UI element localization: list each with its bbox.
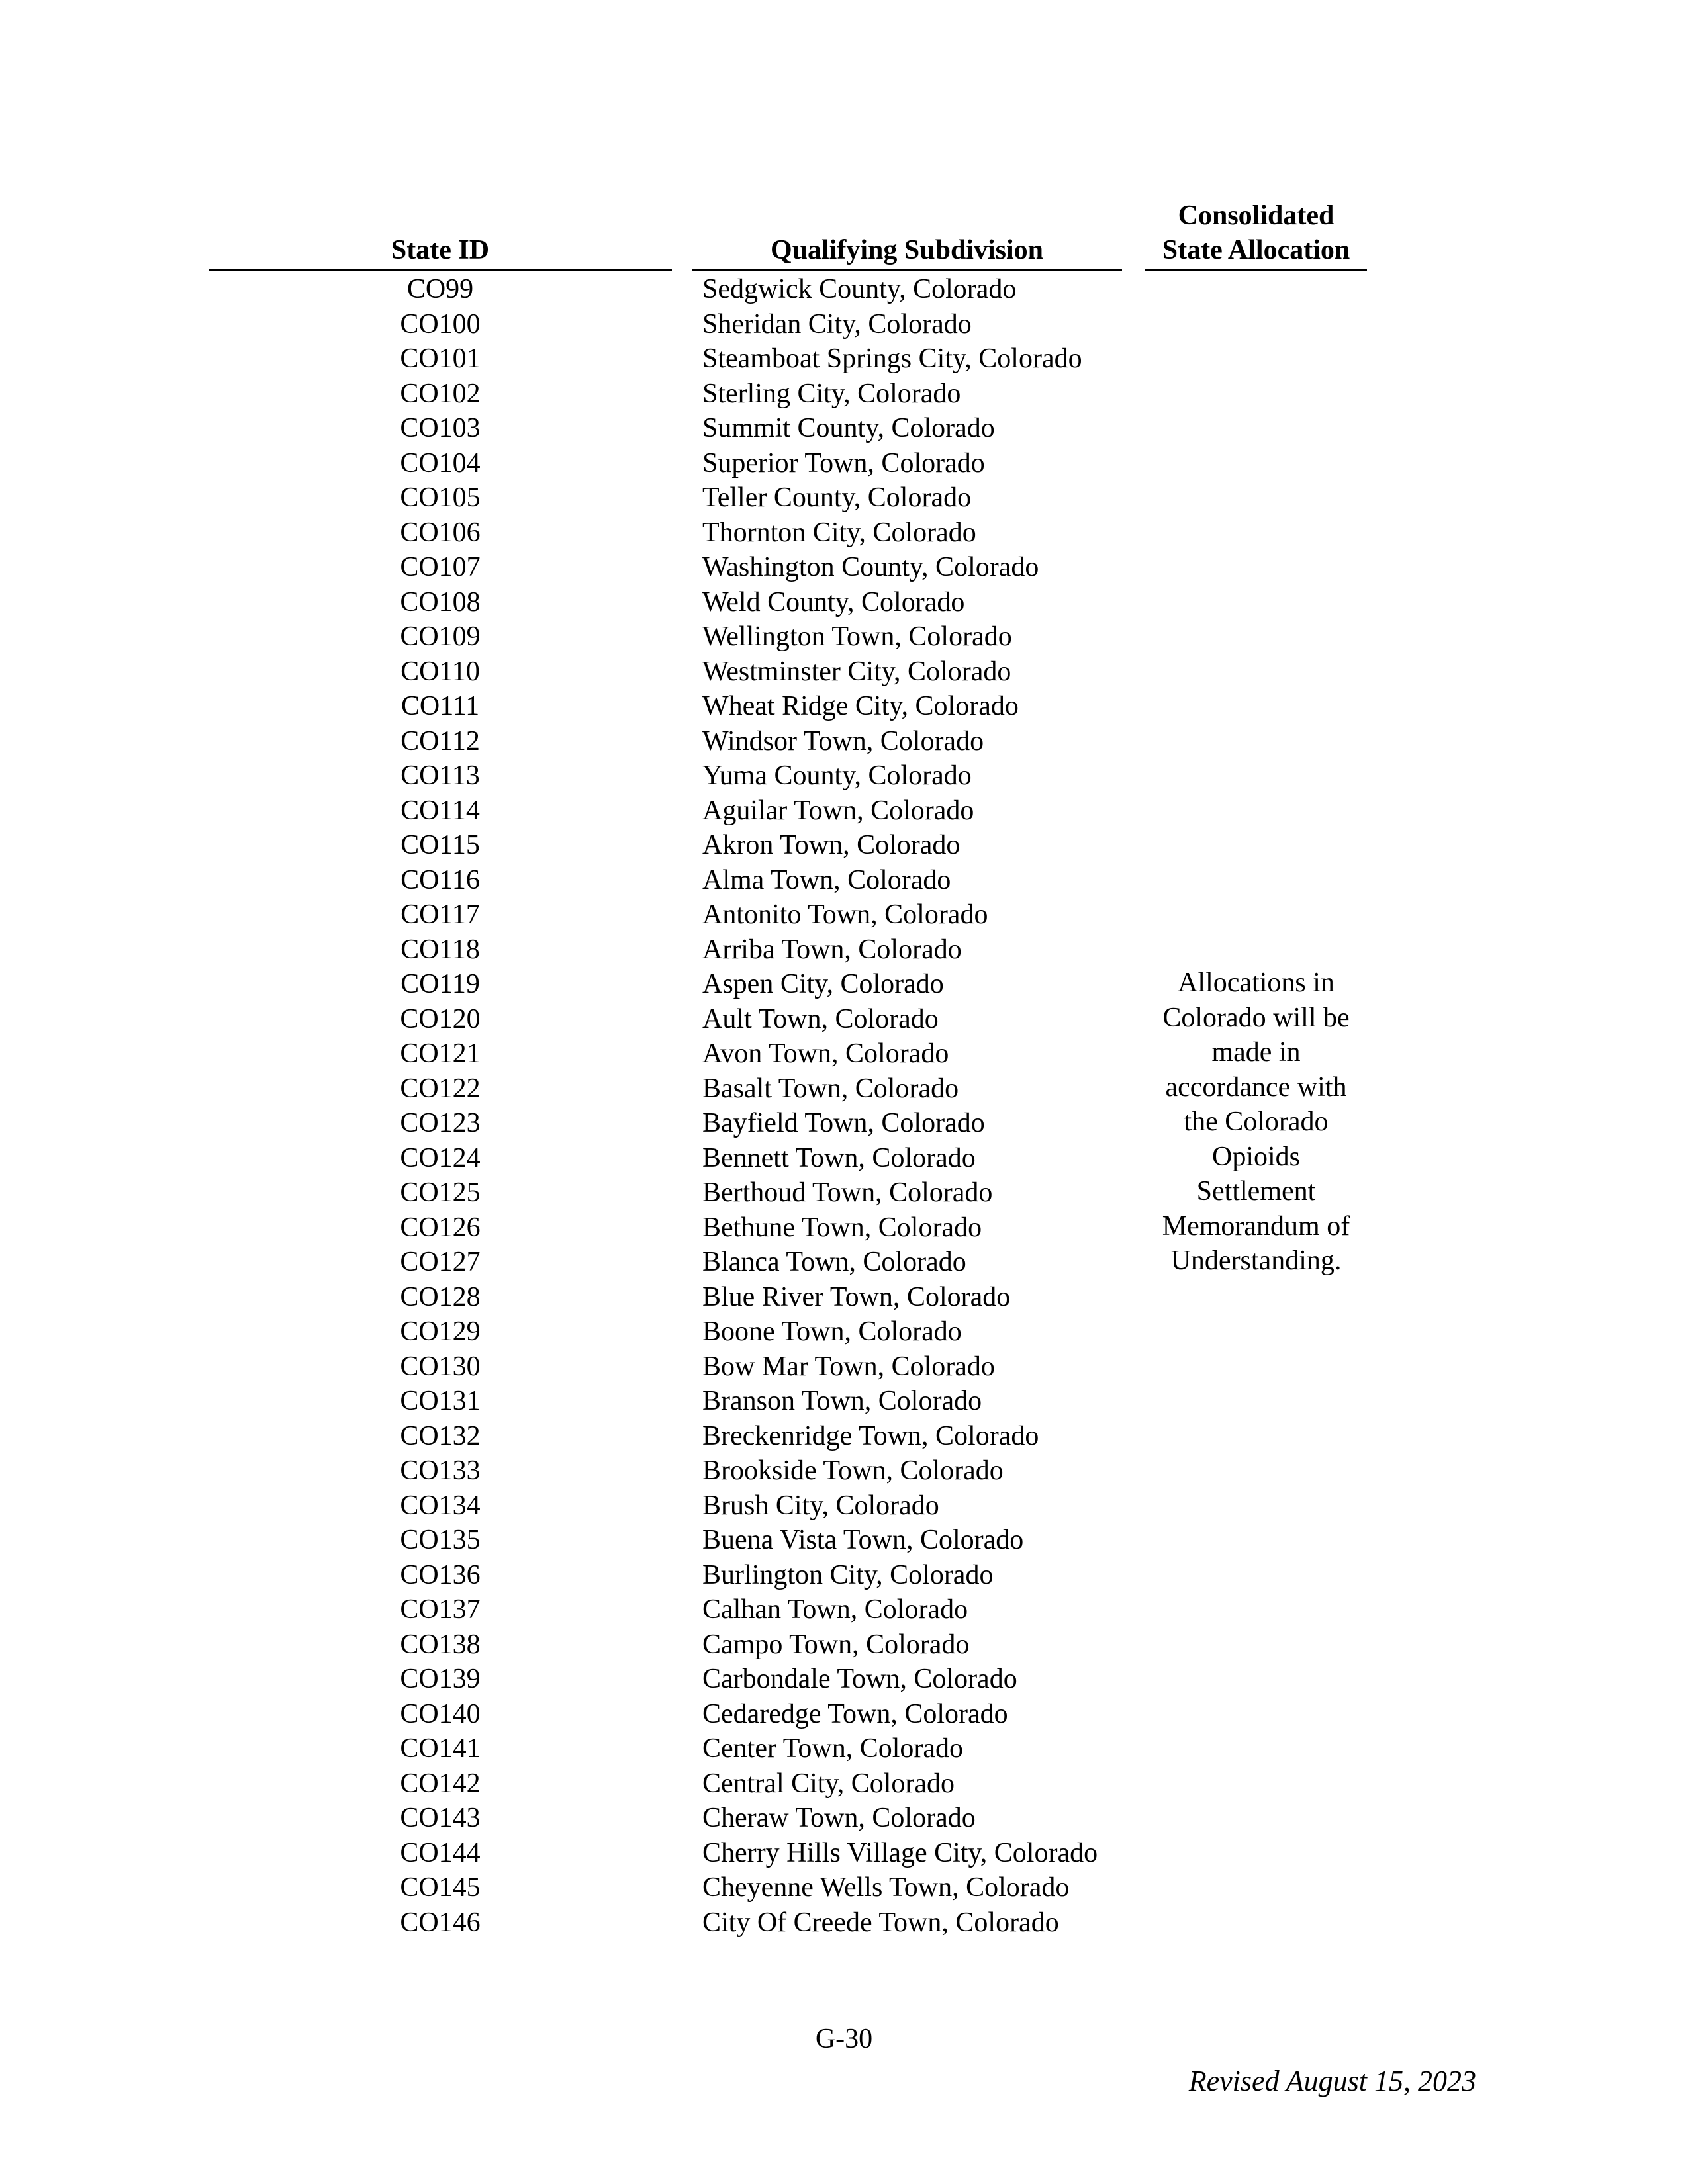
table-row: [209, 1419, 1367, 1454]
subdivision-name-cell: Windsor Town, Colorado: [702, 725, 984, 756]
subdivision-name-cell: Brookside Town, Colorado: [702, 1455, 1004, 1486]
state-id-cell: CO120: [400, 1003, 481, 1034]
state-id-cell: CO119: [400, 969, 480, 999]
subdivision-name-cell: Boone Town, Colorado: [702, 1316, 962, 1347]
state-id-cell: CO124: [400, 1142, 481, 1173]
subdivision-name-cell: Sterling City, Colorado: [702, 378, 961, 409]
subdivision-name-cell: Alma Town, Colorado: [702, 864, 951, 895]
table-row: [209, 307, 1367, 342]
state-id-cell: CO127: [400, 1247, 481, 1277]
state-id-cell: CO144: [400, 1837, 481, 1868]
table-row: [209, 1836, 1367, 1871]
state-id-cell: CO118: [400, 934, 480, 965]
column-header-qualifying-subdivision: Qualifying Subdivision: [770, 235, 1044, 265]
page-number: G-30: [815, 2024, 873, 2054]
state-id-cell: CO139: [400, 1664, 481, 1694]
state-id-cell: CO101: [400, 343, 481, 374]
header-rule-allocation: [1145, 269, 1367, 271]
state-id-cell: CO104: [400, 447, 481, 478]
state-id-cell: CO105: [400, 482, 481, 513]
state-id-cell: CO134: [400, 1490, 481, 1521]
table-row: [209, 585, 1367, 620]
subdivision-name-cell: Buena Vista Town, Colorado: [702, 1525, 1024, 1555]
subdivision-name-cell: Superior Town, Colorado: [702, 447, 985, 478]
subdivision-name-cell: Washington County, Colorado: [702, 552, 1039, 582]
table-row: [209, 341, 1367, 377]
state-id-cell: CO142: [400, 1768, 481, 1799]
subdivision-name-cell: Blue River Town, Colorado: [702, 1281, 1011, 1312]
subdivision-name-cell: Akron Town, Colorado: [702, 830, 961, 860]
subdivision-name-cell: Bennett Town, Colorado: [702, 1142, 976, 1173]
subdivision-name-cell: Avon Town, Colorado: [702, 1038, 949, 1069]
subdivision-name-cell: Aguilar Town, Colorado: [702, 795, 974, 826]
allocation-note: [1145, 966, 1367, 1279]
table-row: [209, 550, 1367, 585]
state-id-cell: CO146: [400, 1907, 481, 1938]
column-header-allocation-line-1: Consolidated: [1178, 201, 1335, 231]
state-id-cell: CO140: [400, 1698, 481, 1729]
table-row: [209, 1662, 1367, 1697]
subdivision-name-cell: Wellington Town, Colorado: [702, 621, 1012, 652]
table-row: [209, 411, 1367, 446]
table-row: [209, 1697, 1367, 1732]
header-rule-state-id: [209, 269, 672, 271]
allocation-note-line: Colorado will be: [1162, 1002, 1350, 1033]
state-id-cell: CO99: [406, 274, 474, 304]
table-row: [209, 1453, 1367, 1488]
allocation-note-line: Settlement: [1196, 1176, 1316, 1206]
table-row: [209, 1731, 1367, 1766]
column-header-allocation-line-2: State Allocation: [1162, 235, 1350, 265]
state-id-cell: CO103: [400, 413, 481, 443]
subdivision-name-cell: Summit County, Colorado: [702, 413, 995, 443]
subdivision-name-cell: Branson Town, Colorado: [702, 1386, 982, 1416]
subdivision-name-cell: Bow Mar Town, Colorado: [702, 1351, 995, 1382]
table-row: [209, 1349, 1367, 1385]
subdivision-name-cell: Wheat Ridge City, Colorado: [702, 691, 1019, 721]
table-row: [209, 516, 1367, 551]
state-id-cell: CO117: [400, 899, 480, 930]
table-row: [209, 1523, 1367, 1558]
state-id-cell: CO129: [400, 1316, 481, 1347]
allocation-note-line: Opioids: [1211, 1141, 1300, 1172]
subdivision-name-cell: Arriba Town, Colorado: [702, 934, 962, 965]
table-row: [209, 480, 1367, 516]
state-id-cell: CO107: [400, 552, 481, 582]
table-row: [209, 1627, 1367, 1662]
header-rule-qualifying-subdivision: [692, 269, 1122, 271]
state-id-cell: CO114: [400, 795, 480, 826]
subdivision-name-cell: Carbondale Town, Colorado: [702, 1664, 1017, 1694]
state-id-cell: CO130: [400, 1351, 481, 1382]
table-row: [209, 1592, 1367, 1627]
table-row: [209, 1558, 1367, 1593]
allocation-note-line: made in: [1211, 1037, 1301, 1068]
subdivision-name-cell: Blanca Town, Colorado: [702, 1247, 966, 1277]
subdivision-name-cell: Basalt Town, Colorado: [702, 1073, 959, 1104]
subdivision-name-cell: Ault Town, Colorado: [702, 1003, 939, 1034]
state-id-cell: CO132: [400, 1420, 481, 1451]
subdivision-name-cell: Yuma County, Colorado: [702, 760, 972, 791]
table-row: [209, 619, 1367, 655]
table-row: [209, 1384, 1367, 1419]
table-row: [209, 689, 1367, 724]
allocation-note-line: Understanding.: [1170, 1246, 1342, 1276]
state-id-cell: CO108: [400, 586, 481, 617]
state-id-cell: CO112: [400, 725, 480, 756]
table-row: [209, 1314, 1367, 1349]
subdivision-name-cell: Burlington City, Colorado: [702, 1559, 994, 1590]
subdivision-name-cell: Weld County, Colorado: [702, 586, 965, 617]
subdivision-name-cell: Bayfield Town, Colorado: [702, 1108, 985, 1138]
allocation-note-line: Memorandum of: [1162, 1210, 1350, 1242]
state-id-cell: CO128: [400, 1281, 481, 1312]
subdivision-name-cell: Brush City, Colorado: [702, 1490, 939, 1521]
table-row: [209, 446, 1367, 481]
table-row: [209, 377, 1367, 412]
subdivision-name-cell: Breckenridge Town, Colorado: [702, 1420, 1039, 1451]
state-id-cell: CO121: [400, 1038, 481, 1069]
state-id-cell: CO100: [400, 308, 481, 340]
allocation-note-line: the Colorado: [1184, 1107, 1329, 1137]
state-id-cell: CO102: [400, 378, 481, 409]
subdivision-name-cell: Center Town, Colorado: [702, 1733, 964, 1764]
table-row: [209, 655, 1367, 690]
table-row: [209, 828, 1367, 863]
table-row: [209, 758, 1367, 794]
column-header-state-id: State ID: [391, 235, 490, 265]
subdivision-name-cell: Campo Town, Colorado: [702, 1629, 970, 1660]
state-id-cell: CO111: [400, 691, 480, 721]
table-row: [209, 1905, 1367, 1940]
subdivision-name-cell: Thornton City, Colorado: [702, 517, 976, 548]
state-id-cell: CO136: [400, 1559, 481, 1590]
table-row: [209, 1870, 1367, 1905]
subdivision-name-cell: Bethune Town, Colorado: [702, 1212, 982, 1243]
revised-date: Revised August 15, 2023: [1188, 2065, 1476, 2097]
subdivision-name-cell: Cheyenne Wells Town, Colorado: [702, 1872, 1070, 1903]
subdivision-name-cell: Aspen City, Colorado: [702, 969, 944, 999]
table-row: [209, 1280, 1367, 1315]
state-id-cell: CO143: [400, 1803, 481, 1833]
state-id-cell: CO137: [400, 1594, 481, 1625]
state-id-cell: CO131: [400, 1386, 481, 1416]
table-row: [209, 794, 1367, 829]
state-id-cell: CO133: [400, 1455, 481, 1486]
state-id-cell: CO106: [400, 517, 481, 548]
subdivision-name-cell: Cherry Hills Village City, Colorado: [702, 1837, 1098, 1868]
table-row: [209, 933, 1367, 968]
state-id-cell: CO122: [400, 1073, 481, 1104]
subdivision-name-cell: City Of Creede Town, Colorado: [702, 1907, 1059, 1938]
state-id-cell: CO125: [400, 1177, 481, 1208]
subdivision-name-cell: Calhan Town, Colorado: [702, 1594, 968, 1625]
state-id-cell: CO109: [400, 621, 481, 652]
state-id-cell: CO110: [400, 656, 480, 687]
subdivision-name-cell: Antonito Town, Colorado: [702, 899, 988, 930]
state-id-cell: CO141: [400, 1733, 481, 1764]
table-row: [209, 897, 1367, 933]
state-id-cell: CO113: [400, 760, 480, 791]
state-id-cell: CO145: [400, 1872, 481, 1903]
subdivision-name-cell: Teller County, Colorado: [702, 482, 972, 513]
state-id-cell: CO123: [400, 1108, 481, 1138]
table-row: [209, 1801, 1367, 1836]
table-row: [209, 272, 1367, 307]
column-header-consolidated-state-allocation: [1145, 199, 1367, 267]
subdivision-name-cell: Cheraw Town, Colorado: [702, 1803, 976, 1833]
subdivision-name-cell: Westminster City, Colorado: [702, 656, 1011, 687]
state-id-cell: CO126: [400, 1212, 481, 1243]
table-row: [209, 1488, 1367, 1524]
state-id-cell: CO138: [400, 1629, 481, 1660]
state-id-cell: CO135: [400, 1525, 481, 1555]
state-id-cell: CO115: [400, 830, 480, 860]
subdivision-name-cell: Sheridan City, Colorado: [702, 308, 972, 340]
subdivision-name-cell: Central City, Colorado: [702, 1768, 955, 1799]
subdivision-name-cell: Cedaredge Town, Colorado: [702, 1698, 1008, 1729]
subdivision-name-cell: Steamboat Springs City, Colorado: [702, 343, 1082, 374]
subdivision-name-cell: Sedgwick County, Colorado: [702, 274, 1017, 304]
state-id-cell: CO116: [400, 864, 480, 895]
allocation-note-line: accordance with: [1165, 1071, 1347, 1103]
subdivision-name-cell: Berthoud Town, Colorado: [702, 1177, 993, 1208]
table-row: [209, 1766, 1367, 1801]
table-row: [209, 724, 1367, 759]
table-row: [209, 863, 1367, 898]
allocation-note-line: Allocations in: [1178, 968, 1335, 998]
